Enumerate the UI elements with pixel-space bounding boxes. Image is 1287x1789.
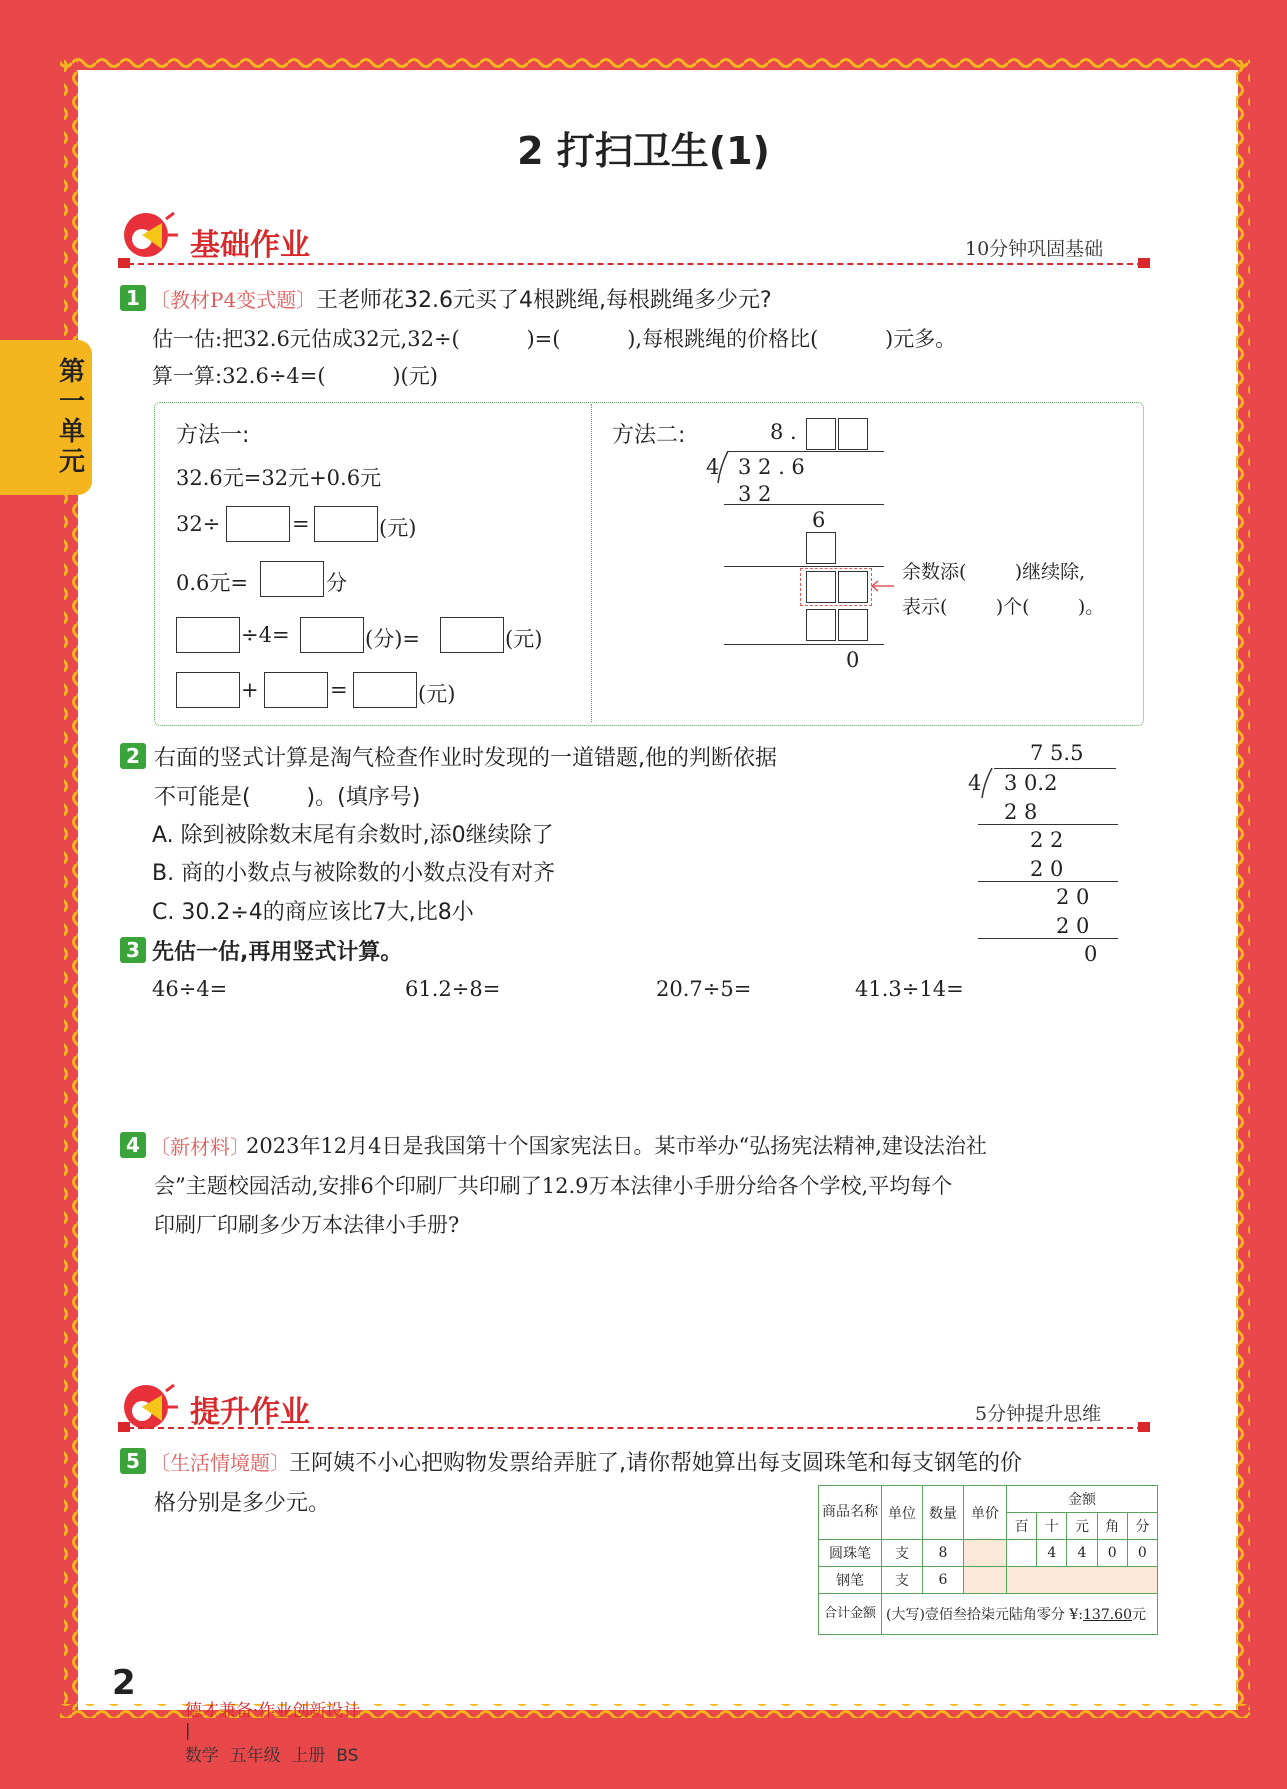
calc-item: 41.3÷14= — [855, 977, 964, 1001]
method1-text: + — [241, 678, 259, 702]
answer-box[interactable] — [806, 532, 836, 564]
question-text: 格分别是多少元。 — [154, 1491, 331, 1516]
answer-box[interactable] — [264, 672, 328, 708]
divider-end — [118, 258, 130, 268]
question-text: 右面的竖式计算是淘气检查作业时发现的一道错题,他的判断依据 — [154, 746, 777, 771]
digit-head: 元 — [1067, 1513, 1097, 1540]
q2-row: 2 0 — [1056, 914, 1090, 938]
method2-sub1: 3 2 — [738, 482, 772, 506]
method1-line1: 32.6元=32元+0.6元 — [176, 466, 382, 490]
section1-heading: 基础作业 — [190, 228, 310, 263]
method2-last: 0 — [846, 648, 860, 672]
section2-subtitle: 5分钟提升思维 — [975, 1403, 1102, 1425]
method1-text: = — [330, 678, 348, 702]
method1-text: 32÷ — [176, 512, 221, 536]
header-price: 单价 — [964, 1486, 1007, 1540]
calc-item: 20.7÷5= — [656, 977, 752, 1001]
estimate-line: 估一估:把32.6元估成32元,32÷( )=( ),每根跳绳的价格比( )元多。 — [152, 327, 957, 351]
method2-rem1: 6 — [812, 508, 826, 532]
unit-tab-label: 第一单元 — [58, 357, 85, 477]
method1-text: ÷4= — [241, 623, 290, 647]
total-value: 137.60 — [1083, 1607, 1132, 1623]
method1-text: (元) — [505, 627, 543, 651]
division-line — [978, 938, 1118, 939]
digit-head: 分 — [1127, 1513, 1157, 1540]
divider-end — [1138, 1422, 1150, 1432]
division-line — [724, 566, 884, 567]
q2-row: 2 0 — [1030, 857, 1064, 881]
answer-box[interactable] — [838, 571, 868, 603]
q2-divisor: 4 — [968, 771, 982, 795]
divider-end — [118, 1422, 130, 1432]
answer-box[interactable] — [226, 506, 290, 542]
answer-box[interactable] — [806, 609, 836, 641]
answer-box[interactable] — [314, 506, 378, 542]
question-number: 2 — [120, 743, 146, 769]
answer-box[interactable] — [838, 418, 868, 450]
digit-head: 百 — [1007, 1513, 1037, 1540]
answer-box[interactable] — [260, 561, 324, 597]
division-line — [978, 824, 1118, 825]
row-name: 钢笔 — [819, 1567, 882, 1594]
row-qty: 6 — [923, 1567, 964, 1594]
megaphone-icon — [118, 205, 180, 263]
method2-note1: 余数添( )继续除, — [902, 561, 1086, 583]
answer-box[interactable] — [353, 672, 417, 708]
q2-row: 2 0 — [1056, 885, 1090, 909]
division-bracket — [980, 768, 994, 800]
method2-note2: 表示( )个( )。 — [902, 596, 1105, 618]
answer-box[interactable] — [176, 617, 240, 653]
row-amount-stain — [1007, 1567, 1158, 1594]
row-price-stain — [964, 1567, 1007, 1594]
footer-brand: 德才兼备·作业创新设计 — [184, 1701, 361, 1721]
question-text: 不可能是( )。(填序号) — [154, 785, 421, 810]
method1-text: 分 — [326, 571, 347, 595]
page-title: 2 打扫卫生(1) — [517, 129, 770, 173]
unit-tab — [0, 340, 92, 495]
footer-rest: 数学 五年级 上册 BS — [184, 1746, 359, 1766]
methods-divider — [591, 404, 592, 722]
method2-divisor: 4 — [706, 455, 720, 479]
header-name: 商品名称 — [819, 1486, 882, 1540]
method1-text: (分)= — [365, 627, 420, 651]
row-unit: 支 — [882, 1540, 923, 1567]
q2-row: 2 2 — [1030, 828, 1064, 852]
question-text: 印刷厂印刷多少万本法律小手册? — [154, 1213, 460, 1237]
q2-quotient: 7 5.5 — [1030, 741, 1084, 765]
footer-sep: | — [184, 1721, 191, 1741]
digit-head: 角 — [1097, 1513, 1127, 1540]
header-unit: 单位 — [882, 1486, 923, 1540]
q2-dividend: 3 0.2 — [1004, 771, 1058, 795]
answer-box[interactable] — [300, 617, 364, 653]
method1-text: 0.6元= — [176, 571, 248, 595]
question-text: 王阿姨不小心把购物发票给弄脏了,请你帮她算出每支圆珠笔和每支钢笔的价 — [289, 1451, 1022, 1476]
method1-text: = — [292, 512, 310, 536]
total-text: (大写)壹佰叁拾柒元陆角零分 ¥: — [886, 1607, 1083, 1623]
row-digit: 0 — [1127, 1540, 1157, 1567]
header-amount: 金额 — [1007, 1486, 1158, 1513]
calc-item: 61.2÷8= — [405, 977, 501, 1001]
question-text: 先估一估,再用竖式计算。 — [152, 940, 403, 965]
question-text: 王老师花32.6元买了4根跳绳,每根跳绳多少元? — [316, 288, 772, 313]
answer-box[interactable] — [176, 672, 240, 708]
answer-box[interactable] — [806, 571, 836, 603]
division-bar — [728, 451, 884, 452]
compute-line: 算一算:32.6÷4=( )(元) — [152, 364, 438, 388]
division-line — [724, 504, 884, 505]
row-digit — [1007, 1540, 1037, 1567]
question-number: 1 — [120, 285, 146, 311]
answer-box[interactable] — [806, 418, 836, 450]
method1-text: (元) — [418, 682, 456, 706]
digit-head: 十 — [1037, 1513, 1067, 1540]
arrow-left-icon — [870, 578, 896, 594]
invoice-table — [818, 1485, 1158, 1635]
question-number: 5 — [120, 1448, 146, 1474]
option-c: C. 30.2÷4的商应该比7大,比8小 — [152, 900, 474, 925]
question-tag: 〔生活情境题〕 — [150, 1451, 290, 1475]
q2-row: 0 — [1084, 942, 1098, 966]
header-qty: 数量 — [923, 1486, 964, 1540]
section2-heading: 提升作业 — [190, 1395, 310, 1430]
question-text: 会”主题校园活动,安排6个印刷厂共印刷了12.9万本法律小手册分给各个学校,平均每个 — [154, 1174, 953, 1198]
question-tag: 〔教材P4变式题〕 — [150, 288, 317, 312]
divider-end — [1138, 258, 1150, 268]
footer-text — [174, 1676, 360, 1766]
method2-dividend: 3 2 . 6 — [738, 455, 805, 479]
question-number: 4 — [120, 1132, 146, 1158]
division-bracket — [716, 451, 730, 485]
invoice — [818, 1485, 1158, 1635]
row-name: 圆珠笔 — [819, 1540, 882, 1567]
method1-text: (元) — [379, 516, 417, 540]
row-qty: 8 — [923, 1540, 964, 1567]
option-b: B. 商的小数点与被除数的小数点没有对齐 — [152, 861, 556, 886]
total-unit: 元 — [1132, 1607, 1146, 1623]
row-digit: 0 — [1097, 1540, 1127, 1567]
q2-row: 2 8 — [1004, 800, 1038, 824]
division-line — [978, 881, 1118, 882]
method1-label: 方法一: — [176, 423, 250, 448]
question-text: 2023年12月4日是我国第十个国家宪法日。某市举办“弘扬宪法精神,建设法治社 — [246, 1134, 987, 1158]
question-tag: 〔新材料〕 — [150, 1135, 250, 1159]
page-number: 2 — [112, 1663, 136, 1703]
method2-label: 方法二: — [612, 423, 686, 448]
total-cell — [882, 1594, 1158, 1635]
option-a: A. 除到被除数末尾有余数时,添0继续除了 — [152, 823, 554, 848]
row-digit: 4 — [1037, 1540, 1067, 1567]
section2-divider — [118, 1427, 1143, 1429]
division-line — [724, 644, 884, 645]
row-price-stain — [964, 1540, 1007, 1567]
calc-item: 46÷4= — [152, 977, 228, 1001]
total-label: 合计金额 — [819, 1594, 882, 1635]
row-unit: 支 — [882, 1567, 923, 1594]
row-digit: 4 — [1067, 1540, 1097, 1567]
division-bar — [994, 768, 1116, 769]
section1-divider — [118, 263, 1143, 265]
answer-box[interactable] — [838, 609, 868, 641]
question-number: 3 — [120, 937, 146, 963]
method2-quotient: 8 . — [770, 420, 797, 444]
section1-subtitle: 10分钟巩固基础 — [965, 238, 1104, 260]
answer-box[interactable] — [440, 617, 504, 653]
